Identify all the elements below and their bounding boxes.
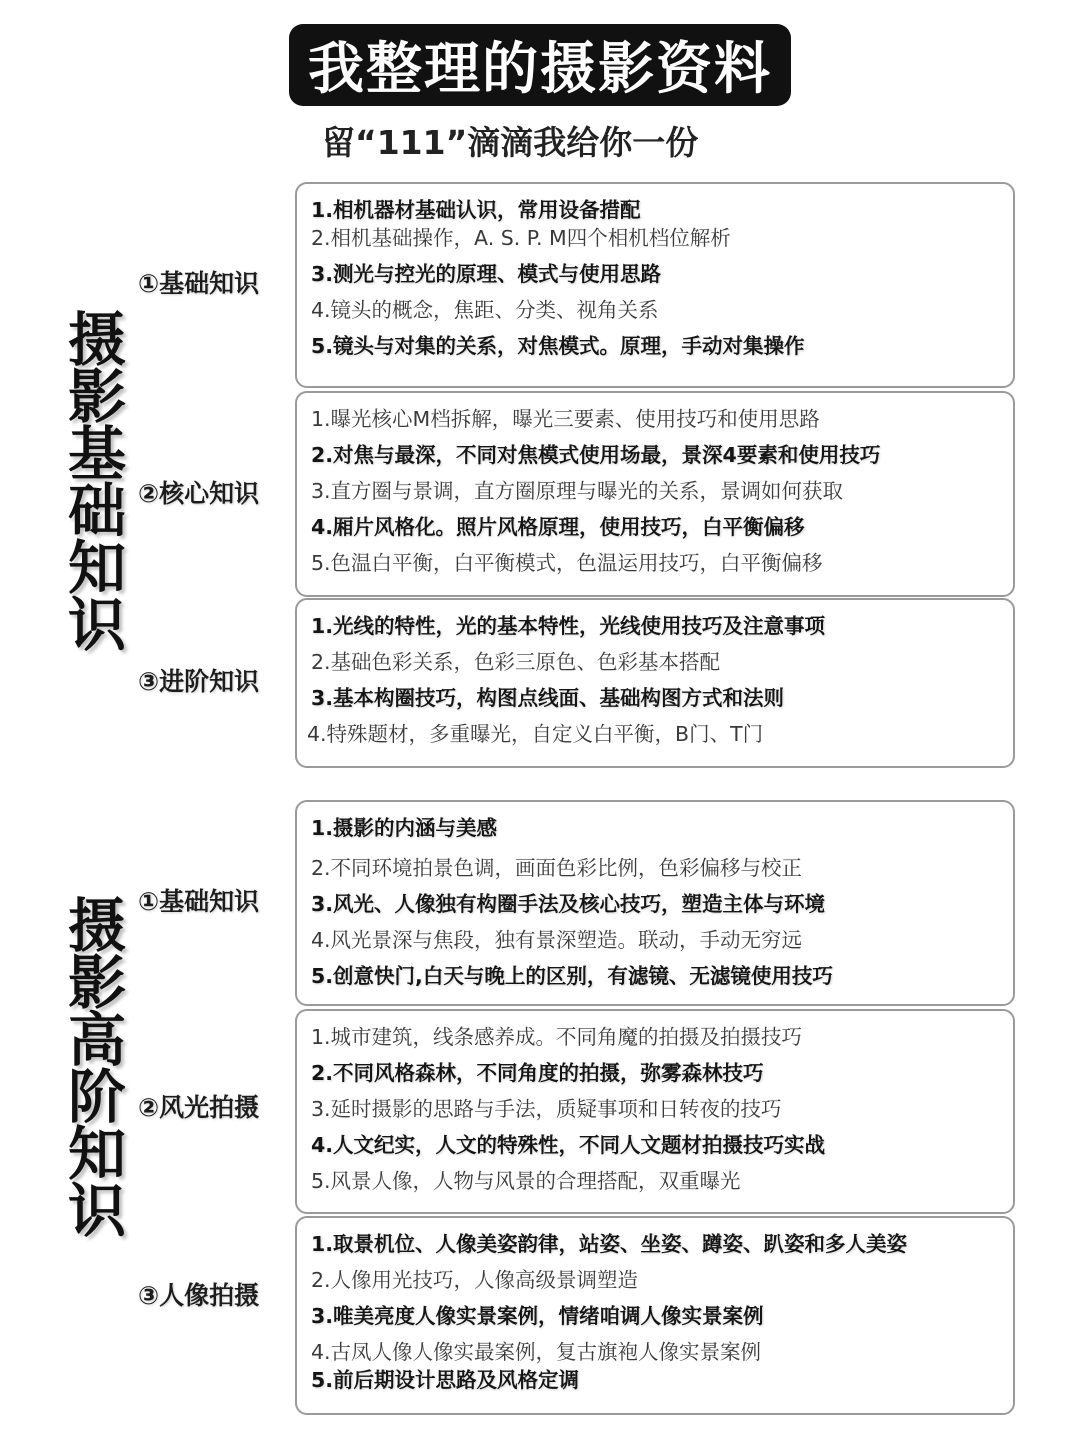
section-title-basic: 摄影基础知识 — [67, 306, 126, 659]
topic-box — [295, 1009, 1015, 1214]
list-item: 1.相机器材基础认识，常用设备措配 — [311, 198, 641, 222]
group-label: ②风光拍摄 — [138, 1093, 260, 1122]
topic-box — [295, 182, 1015, 388]
list-item: 2.相机基础操作，A. S. P. M四个相机档位解析 — [311, 226, 731, 250]
topic-box — [295, 1216, 1015, 1415]
topic-box — [295, 800, 1015, 1006]
list-item: 3.风光、人像独有构圈手法及核心技巧，塑造主体与环境 — [311, 892, 826, 916]
group-label: ①基础知识 — [138, 269, 260, 298]
list-item: 1.取景机位、人像美姿韵律，站姿、坐姿、蹲姿、趴姿和多人美姿 — [311, 1232, 908, 1256]
group-label: ①基础知识 — [138, 887, 260, 916]
group-label: ③人像拍摄 — [138, 1281, 260, 1310]
list-item: 1.光线的特性，光的基本特性，光线使用技巧及注意事项 — [311, 614, 826, 638]
list-item: 4.风光景深与焦段，独有景深塑造。联动，手动无穷远 — [311, 928, 803, 952]
list-item: 3.基本构圈技巧，构图点线面、基础构图方式和法则 — [311, 686, 785, 710]
list-item: 5.创意快门,白天与晚上的区别，有滤镜、无滤镜使用技巧 — [311, 964, 833, 988]
list-item: 3.唯美亮度人像实景案例，情绪咱调人像实景案例 — [311, 1304, 764, 1328]
topic-box — [295, 391, 1015, 597]
list-item: 4.厢片风格化。照片风格原理，使用技巧，白平衡偏移 — [311, 515, 805, 539]
list-item: 2.基础色彩关系，色彩三原色、色彩基本搭配 — [311, 650, 721, 674]
group-label: ③进阶知识 — [138, 667, 260, 696]
list-item: 5.前后期设计思路及风格定调 — [311, 1368, 580, 1392]
list-item: 3.延时摄影的思路与手法，质疑事项和日转夜的技巧 — [311, 1097, 782, 1121]
list-item: 2.人像用光技巧，人像高级景调塑造 — [311, 1268, 639, 1292]
list-item: 4.镜头的概念，焦距、分类、视角关系 — [311, 298, 659, 322]
subtitle: 留“111”滴滴我给你一份 — [322, 123, 699, 162]
list-item: 3.测光与控光的原理、模式与使用思路 — [311, 262, 662, 286]
list-item: 2.对焦与最深，不同对焦模式使用场最，景深4要素和使用技巧 — [311, 443, 881, 467]
list-item: 4.古凤人像人像实最案例，复古旗袍人像实景案例 — [311, 1340, 762, 1364]
title-banner — [289, 24, 791, 106]
page-title: 我整理的摄影资料 — [308, 37, 772, 102]
list-item: 4.人文纪实，人文的特殊性，不同人文题材拍摄技巧实战 — [311, 1133, 826, 1157]
list-item: 1.摄影的内涵与美感 — [311, 816, 498, 840]
topic-box — [295, 598, 1015, 768]
group-label: ②核心知识 — [138, 479, 260, 508]
list-item: 2.不同风格森林，不同角度的拍摄，弥雾森林技巧 — [311, 1061, 764, 1085]
section-title-advanced: 摄影高阶知识 — [67, 892, 126, 1245]
list-item: 5.色温白平衡，白平衡模式，色温运用技巧，白平衡偏移 — [311, 551, 823, 575]
list-item: 5.风景人像，人物与风景的合理搭配，双重曝光 — [311, 1169, 741, 1193]
list-item: 3.直方圈与景调，直方圈原理与曝光的关系，景调如何获取 — [311, 479, 844, 503]
list-item: 2.不同环境拍景色调，画面色彩比例，色彩偏移与校正 — [311, 856, 803, 880]
list-item: 1.城市建筑，线条感养成。不同角魔的拍摄及拍摄技巧 — [311, 1025, 803, 1049]
list-item: 4.特殊题材，多重曝光，自定义白平衡，B门、T门 — [307, 722, 764, 746]
list-item: 1.曝光核心M档拆解，曝光三要素、使用技巧和使用思路 — [311, 407, 820, 431]
list-item: 5.镜头与对集的关系，对焦模式。原理，手动对集操作 — [311, 334, 805, 358]
